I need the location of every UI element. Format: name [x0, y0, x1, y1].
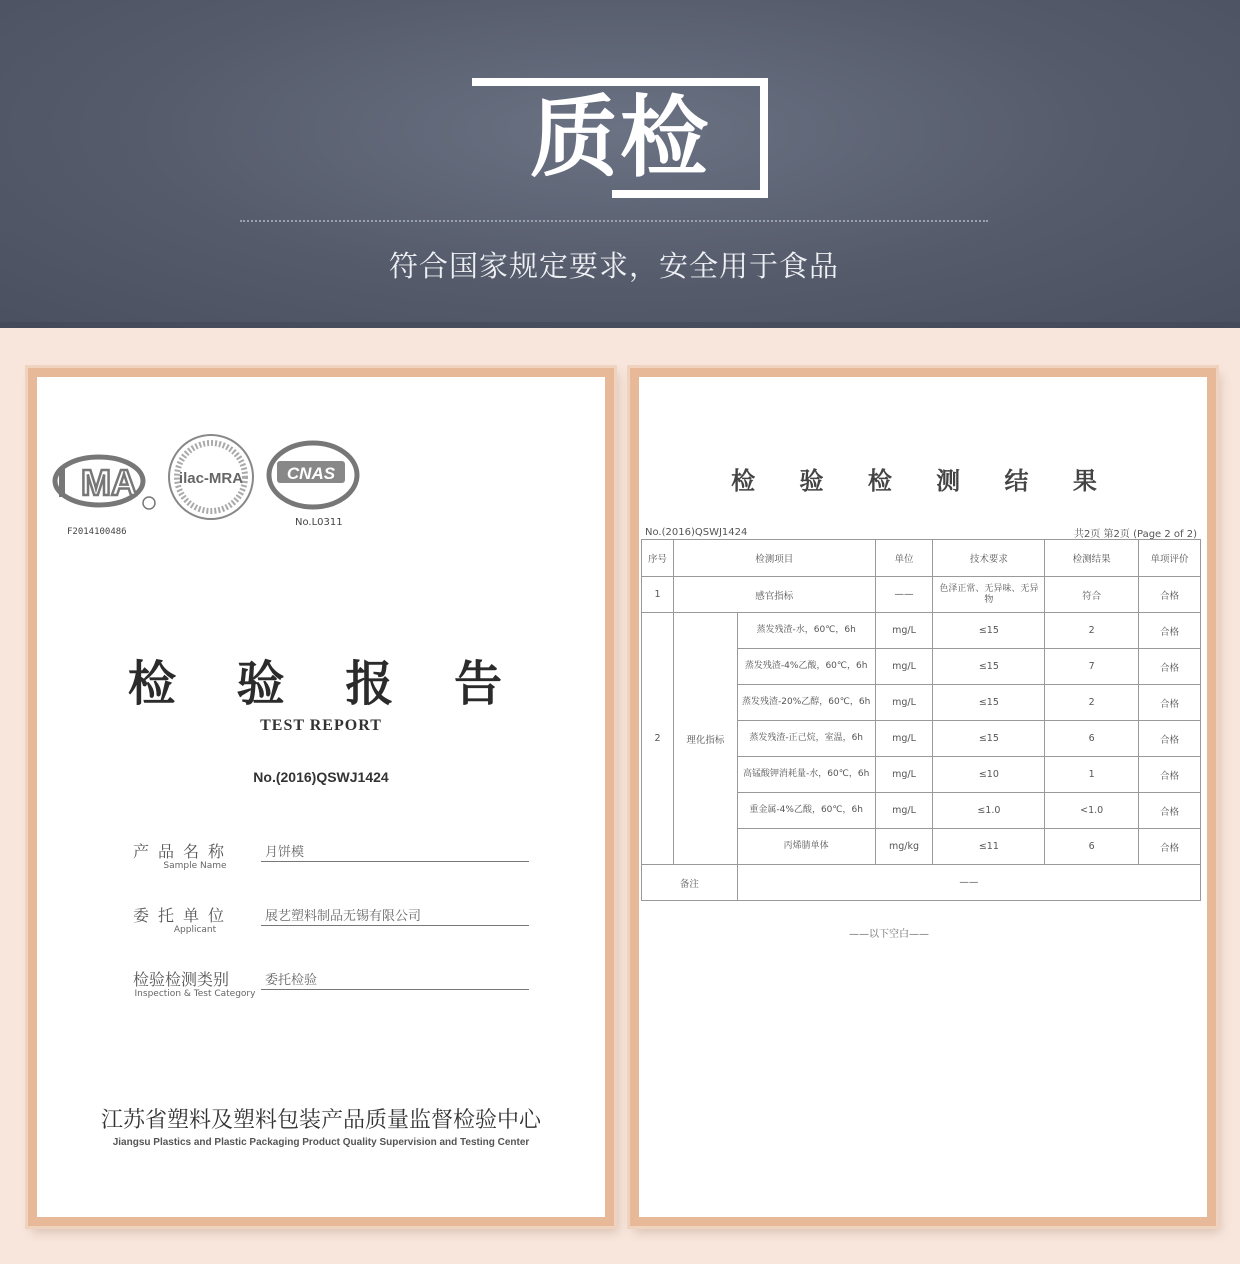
page-subtitle: 符合国家规定要求，安全用于食品 — [388, 249, 839, 283]
title-frame-bottom — [612, 190, 768, 198]
cell-unit: mg/kg — [875, 829, 933, 865]
remarks-row — [642, 865, 1201, 901]
header-cell: 序号 — [642, 540, 674, 577]
cell-unit: —— — [875, 577, 933, 613]
page-title: 质检 — [529, 86, 710, 189]
cell-requirement: ≤11 — [933, 829, 1045, 865]
cell-group: 理化指标 — [673, 613, 737, 865]
cell-result: 6 — [1045, 829, 1139, 865]
table-row — [642, 613, 1201, 649]
field-label-en: Applicant — [173, 925, 217, 935]
hero-banner — [0, 0, 1240, 328]
cell-result: 符合 — [1045, 577, 1139, 613]
field-underline — [261, 861, 529, 862]
header-cell: 检测项目 — [673, 540, 875, 577]
cell-item: 蒸发残渣-正己烷，室温，6h — [737, 721, 875, 757]
cell-requirement: ≤15 — [933, 613, 1045, 649]
field-label: 检验检测类别 — [133, 970, 230, 989]
ilac-mra-logo — [169, 435, 253, 519]
test-category-field — [133, 967, 543, 1007]
results-table — [641, 539, 1201, 901]
cell-requirement: ≤15 — [933, 685, 1045, 721]
banner-shadow — [0, 322, 1240, 328]
dotted-divider — [240, 220, 988, 222]
header-cell: 单位 — [875, 540, 933, 577]
report-number: No.(2016)QSWJ1424 — [253, 769, 389, 785]
results-title: 检 验 检 测 结 果 — [731, 466, 1115, 495]
issuing-organization-en: Jiangsu Plastics and Plastic Packaging Product Quality Supervision and Testing Center — [112, 1137, 530, 1148]
cell-evaluation: 合格 — [1139, 829, 1201, 865]
field-value: 展艺塑料制品无锡有限公司 — [265, 909, 422, 924]
table-header-row — [642, 540, 1201, 577]
cell-result: 7 — [1045, 649, 1139, 685]
field-label-en: Inspection & Test Category — [134, 989, 256, 999]
cell-requirement: ≤10 — [933, 757, 1045, 793]
field-label: 产品名称 — [133, 842, 234, 861]
cell-requirement: 色泽正常、无异味、无异物 — [933, 577, 1045, 613]
report-title: 检 验 报 告 — [127, 656, 525, 712]
cell-unit: mg/L — [875, 649, 933, 685]
cell-result: 6 — [1045, 721, 1139, 757]
cma-text: MA — [81, 462, 137, 503]
cnas-logo — [269, 443, 357, 507]
test-results-page — [630, 368, 1216, 1226]
title-frame-top — [472, 78, 768, 86]
applicant-field — [133, 903, 543, 943]
header-cell: 单项评价 — [1139, 540, 1201, 577]
field-label-en: Sample Name — [163, 861, 227, 871]
cell-unit: mg/L — [875, 757, 933, 793]
header-cell: 技术要求 — [933, 540, 1045, 577]
cell-evaluation: 合格 — [1139, 721, 1201, 757]
field-value: 委托检验 — [265, 973, 318, 988]
cell-requirement: ≤15 — [933, 721, 1045, 757]
sample-name-field — [133, 839, 543, 879]
cnas-number: No.L0311 — [295, 517, 343, 528]
cell-evaluation: 合格 — [1139, 757, 1201, 793]
cell-evaluation: 合格 — [1139, 577, 1201, 613]
results-page-info: 共2页 第2页 (Page 2 of 2) — [1074, 529, 1197, 540]
cma-logo — [55, 457, 155, 509]
cell-item: 蒸发残渣-4%乙酸，60℃，6h — [737, 649, 875, 685]
cell-evaluation: 合格 — [1139, 613, 1201, 649]
header-cell: 检测结果 — [1045, 540, 1139, 577]
cell-item: 蒸发残渣-水，60℃，6h — [737, 613, 875, 649]
cell-result: 2 — [1045, 685, 1139, 721]
cell-evaluation: 合格 — [1139, 793, 1201, 829]
field-value: 月饼模 — [265, 845, 305, 860]
cell-item: 蒸发残渣-20%乙醇，60℃，6h — [737, 685, 875, 721]
cell-item: 高锰酸钾消耗量-水，60℃，6h — [737, 757, 875, 793]
cell-no: 1 — [642, 577, 674, 613]
cell-no: 2 — [642, 613, 674, 865]
cell-evaluation: 合格 — [1139, 685, 1201, 721]
cell-requirement: ≤1.0 — [933, 793, 1045, 829]
field-underline — [261, 989, 529, 990]
certificate-cover — [28, 368, 614, 1226]
cell-evaluation: 合格 — [1139, 649, 1201, 685]
cell-result: 1 — [1045, 757, 1139, 793]
report-title-en: TEST REPORT — [260, 717, 382, 734]
cell-unit: mg/L — [875, 793, 933, 829]
cell-item: 重金属-4%乙酸，60℃，6h — [737, 793, 875, 829]
cell-item: 丙烯腈单体 — [737, 829, 875, 865]
cell-unit: mg/L — [875, 721, 933, 757]
ilac-mra-text: ilac-MRA — [178, 470, 244, 487]
remarks-label: 备注 — [642, 865, 738, 901]
cma-registration-number: F2014100486 — [67, 527, 127, 537]
cnas-text: CNAS — [286, 464, 336, 483]
cell-unit: mg/L — [875, 685, 933, 721]
field-underline — [261, 925, 529, 926]
cell-result: <1.0 — [1045, 793, 1139, 829]
remarks-value: —— — [737, 865, 1200, 901]
results-report-number: No.(2016)QSWJ1424 — [645, 527, 748, 538]
cell-result: 2 — [1045, 613, 1139, 649]
issuing-organization: 江苏省塑料及塑料包装产品质量监督检验中心 — [100, 1108, 541, 1133]
cell-item: 感官指标 — [673, 577, 875, 613]
field-label: 委托单位 — [133, 906, 234, 925]
cell-requirement: ≤15 — [933, 649, 1045, 685]
table-row — [642, 577, 1201, 613]
cell-unit: mg/L — [875, 613, 933, 649]
blank-below-note: ——以下空白—— — [849, 929, 929, 940]
